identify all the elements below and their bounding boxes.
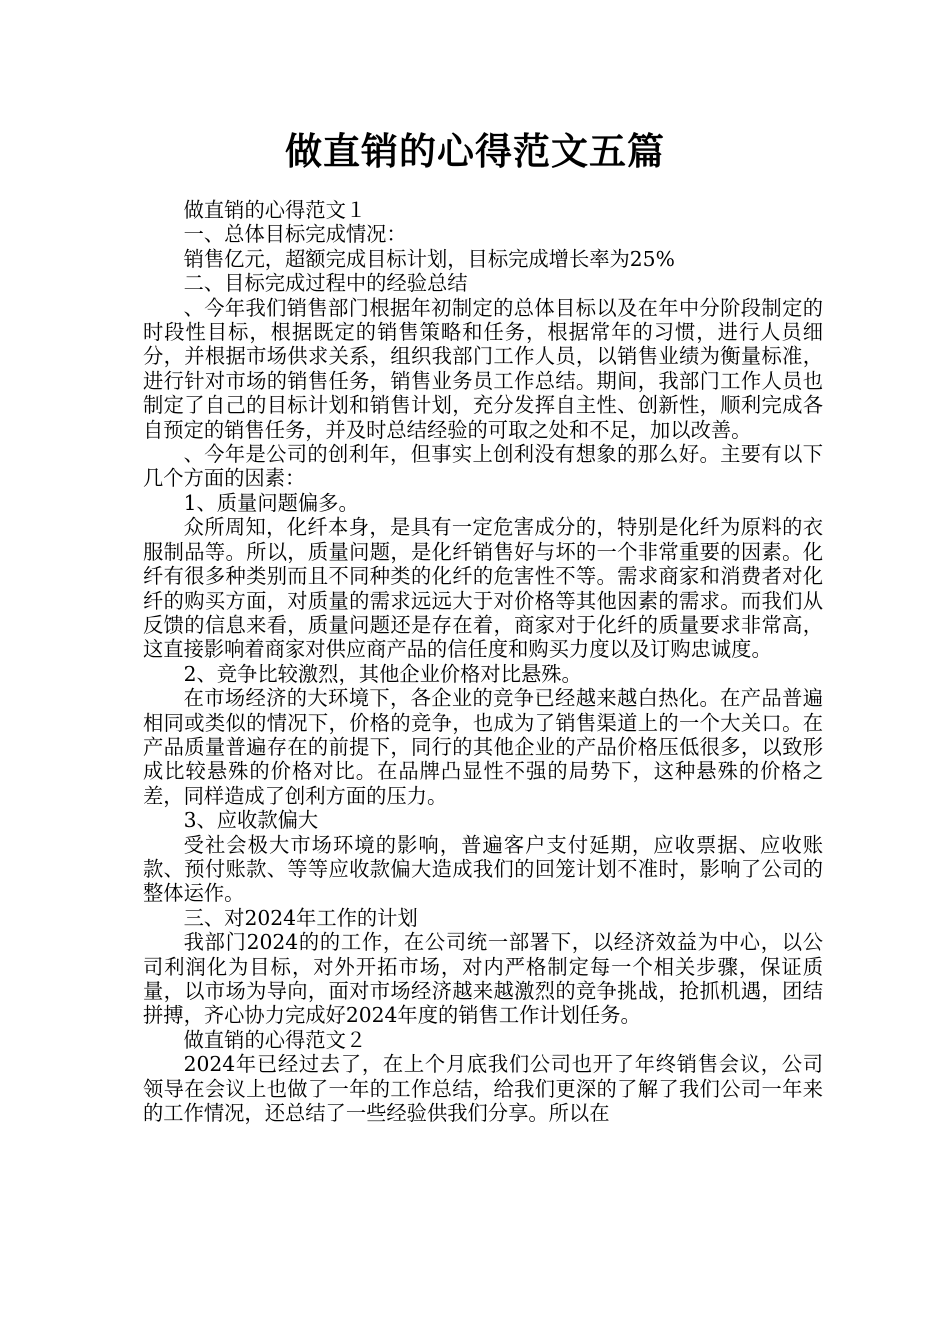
paragraph: 二、目标完成过程中的经验总结: [183, 271, 468, 296]
paragraph: 2024年已经过去了，在上个月底我们公司也开了年终销售会议，公司领导在会议上也做了一年的工作总结，给我们更深的了解了我们公司一年来的工作情况，还总结了一些经验供我们分享。所以在: [143, 1052, 823, 1126]
paragraph: 三、对2024年工作的计划: [183, 905, 418, 930]
paragraph: 、今年我们销售部门根据年初制定的总体目标以及在年中分阶段制定的时段性目标，根据既定的销售策略和任务，根据常年的习惯，进行人员细分，并根据市场供求关系，组织我部门工作人员，以销售业绩为衡量标准，进行针对市场的销售任务，销售业务员工作总结。期间，我部门工作人员也制定了自己的目标计划和销售计划，充分发挥自主性、创新性，顺利完成各自预定的销售任务，并及时总结经验的可取之处和不足，加以改善。: [143, 295, 823, 442]
paragraph: 众所周知，化纤本身，是具有一定危害成分的，特别是化纤为原料的衣服制品等。所以，质量问题，是化纤销售好与坏的一个非常重要的因素。化纤有很多种类别而且不同种类的化纤的危害性不等。需求商家和消费者对化纤的购买方面，对质量的需求远远大于对价格等其他因素的需求。而我们从反馈的信息来看，质量问题还是存在着，商家对于化纤的质量要求非常高，这直接影响着商家对供应商产品的信任度和购买力度以及订购忠诚度。: [143, 515, 823, 662]
paragraph: 1、质量问题偏多。: [183, 490, 359, 515]
document-title: 做直销的心得范文五篇: [285, 130, 665, 173]
section-heading: 做直销的心得范文２: [183, 1027, 367, 1052]
paragraph: 一、总体目标完成情况：: [183, 222, 407, 247]
paragraph: 受社会极大市场环境的影响，普遍客户支付延期，应收票据、应收账款、预付账款、等等应收款偏大造成我们的回笼计划不准时，影响了公司的整体运作。: [143, 832, 823, 906]
document-body: [143, 198, 823, 1125]
paragraph: 3、应收款偏大: [183, 808, 319, 833]
paragraph: 在市场经济的大环境下，各企业的竞争已经越来越白热化。在产品普遍相同或类似的情况下，价格的竞争，也成为了销售渠道上的一个大关口。在产品质量普遍存在的前提下，同行的其他企业的产品价格压低很多，以致形成比较悬殊的价格对比。在品牌凸显性不强的局势下，这种悬殊的价格之差，同样造成了创利方面的压力。: [143, 686, 823, 808]
paragraph: 、今年是公司的创利年，但事实上创利没有想象的那么好。主要有以下几个方面的因素：: [143, 442, 823, 491]
paragraph: 销售亿元，超额完成目标计划，目标完成增长率为25%: [183, 246, 675, 271]
paragraph: 2、竞争比较激烈，其他企业价格对比悬殊。: [183, 661, 582, 686]
paragraph: 我部门2024的的工作，在公司统一部署下，以经济效益为中心，以公司利润化为目标，对外开拓市场，对内严格制定每一个相关步骤，保证质量，以市场为导向，面对市场经济越来越激烈的竞争挑战，抢抓机遇，团结拼搏，齐心协力完成好2024年度的销售工作计划任务。: [143, 930, 823, 1028]
section-heading: 做直销的心得范文１: [183, 198, 367, 222]
